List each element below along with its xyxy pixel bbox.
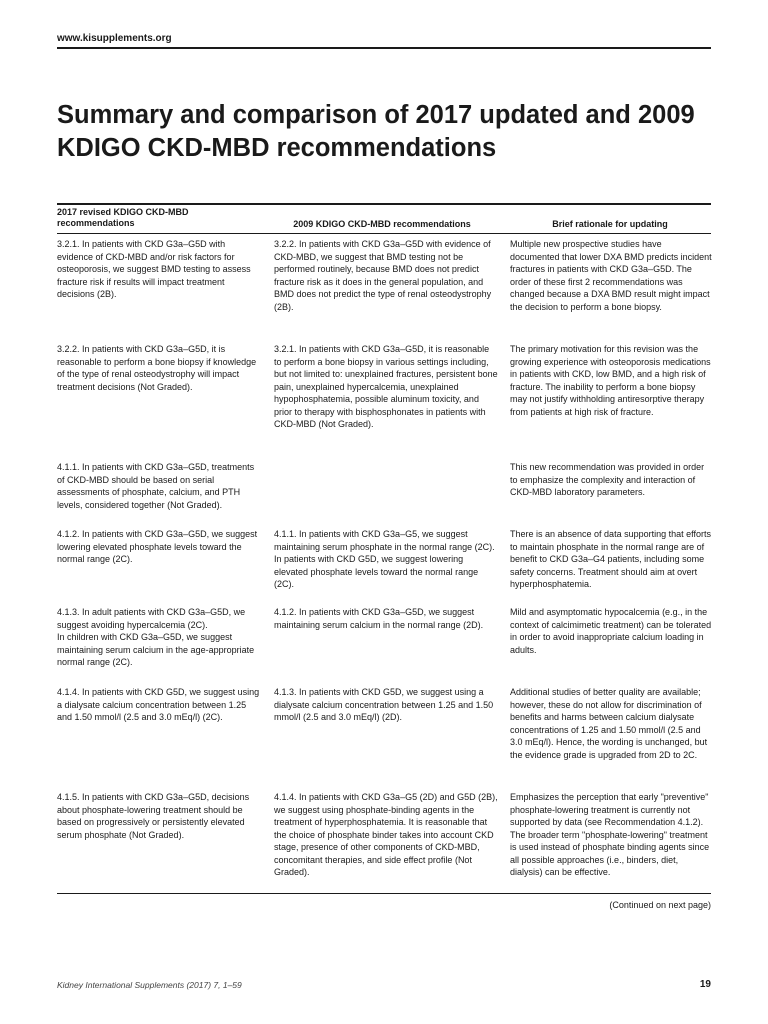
rec-2017-cell — [57, 606, 262, 669]
rec-2017-cell — [57, 528, 262, 566]
rec-2009-text: 3.2.2. In patients with CKD G3a–G5D with evidence of CKD-MBD, we suggest that BMD testing not be performed routinely, because BMD does not predict fracture risk as it does in the general population, and BMD does not predict the type of renal osteodystrophy (2B). — [274, 239, 492, 312]
rec-2009-cell — [274, 791, 498, 879]
rationale-text: There is an absence of data supporting that efforts to maintain phosphate in the normal range are of benefit to CKD G3a–G4 patients, including some safety concerns. Treatment should aim at overt hyperphosphatemia. — [510, 529, 711, 589]
rec-2017-text: 4.1.5. In patients with CKD G3a–G5D, decisions about phosphate-lowering treatment should be based on progressively or persistently elevated serum phosphate (Not Graded). — [57, 792, 250, 840]
rec-2009-cell — [274, 343, 498, 431]
rationale-cell — [510, 791, 713, 879]
rec-2017-text: 4.1.2. In patients with CKD G3a–G5D, we suggest lowering elevated phosphate levels toward the normal range (2C). — [57, 529, 258, 564]
rationale-text: Multiple new prospective studies have documented that lower DXA BMD predicts incident fractures in patients with CKD G3a–G5D. The order of these first 2 recommendations was changed because a DXA BMD result might impact the decision to perform a bone biopsy. — [510, 239, 712, 312]
top-rule — [57, 47, 711, 49]
rationale-cell — [510, 343, 713, 418]
rec-2017-text: 4.1.1. In patients with CKD G3a–G5D, treatments of CKD-MBD should be based on serial assessments of phosphate, calcium, and PTH levels, considered together (Not Graded). — [57, 462, 255, 510]
rationale-cell — [510, 528, 713, 591]
page-number: 19 — [699, 979, 711, 990]
rationale-text: This new recommendation was provided in order to emphasize the complexity and interaction of CKD-MBD laboratory parameters. — [510, 462, 705, 497]
rec-2009-text: 4.1.1. In patients with CKD G3a–G5, we suggest maintaining serum phosphate in the normal range (2C). In patients with CKD G5D, we suggest lowering elevated phosphate levels toward the normal range (2C). — [274, 529, 495, 589]
comparison-table — [57, 203, 712, 877]
table-header-row — [57, 205, 711, 234]
rec-2009-text: 3.2.1. In patients with CKD G3a–G5D, it is reasonable to perform a bone biopsy in various settings including, but not limited to: unexplained fractures, persistent bone pain, unexplained hypercalcemia, unexplained hypophosphatemia, possible aluminum toxicity, and prior to therapy with bisphosphonates in patients with CKD-MBD (Not Graded). — [274, 344, 498, 429]
rationale-cell — [510, 606, 713, 656]
column-header-2017: 2017 revised KDIGO CKD-MBD recommendations — [57, 207, 189, 228]
rationale-cell — [510, 461, 713, 499]
rationale-text: The broader term "phosphate-lowering" treatment is used instead of phosphate binding agents since all possible approaches (i.e., binders, diet, dialysis) can be effective. — [510, 829, 710, 877]
rec-2017-cell — [57, 461, 262, 511]
rec-2009-cell — [274, 686, 498, 724]
rec-2009-cell — [274, 238, 498, 313]
journal-citation: Kidney International Supplements (2017) 7, 1–59 — [57, 980, 242, 990]
rec-2009-cell — [274, 528, 498, 591]
rec-2009-text: 4.1.2. In patients with CKD G3a–G5D, we suggest maintaining serum calcium in the normal range (2D). — [274, 607, 484, 630]
rationale-text: Emphasizes the perception that early "preventive" phosphate-lowering treatment is currently not supported by data (see Recommendation 4.1.2). — [510, 792, 709, 827]
rationale-text: Mild and asymptomatic hypocalcemia (e.g., in the context of calcimimetic treatment) can be tolerated in order to avoid inappropriate calcium loading in adults. — [510, 607, 712, 655]
rationale-text: The primary motivation for this revision was the growing experience with osteoporosis medications in patients with CKD, low BMD, and a high risk of fracture. The inability to perform a bone biopsy may not justify withholding antiresorptive therapy from patients at high risk of fracture. — [510, 344, 711, 417]
rationale-text: Additional studies of better quality are available; however, these do not allow for discrimination of benefits and harms between calcium dialysate concentrations of 1.25 and 1.50 mmol/l (2.5 and 3.0 mEq/l). Hence, the wording is unchanged, but the evidence grade is upgraded from 2D to 2C. — [510, 687, 708, 760]
rec-2009-text: 4.1.4. In patients with CKD G3a–G5 (2D) and G5D (2B), we suggest using phosphate-binding agents in the treatment of hyperphosphatemia. It is reasonable that the choice of phosphate binder takes into account CKD stage, presence of other components of CKD-MBD, concomitant therapies, and side effect profile (Not Graded). — [274, 792, 498, 877]
rec-2009-text: 4.1.3. In patients with CKD G5D, we suggest using a dialysate calcium concentration between 1.25 and 1.50 mmol/l (2.5 and 3.0 mEq/l) (2D). — [274, 687, 494, 722]
rationale-cell — [510, 238, 713, 313]
rec-2017-text: 3.2.2. In patients with CKD G3a–G5D, it is reasonable to perform a bone biopsy if knowledge of the type of renal osteodystrophy will impact treatment decisions (Not Graded). — [57, 344, 257, 392]
rec-2017-cell — [57, 686, 262, 724]
site-url[interactable]: www.kisupplements.org — [57, 33, 172, 44]
column-header-rationale: Brief rationale for updating — [552, 219, 668, 229]
rec-2017-cell — [57, 343, 262, 393]
rec-2017-text: In children with CKD G3a–G5D, we suggest maintaining serum calcium in the age-appropriate normal range (2C). — [57, 632, 255, 667]
rec-2017-text: 4.1.4. In patients with CKD G5D, we suggest using a dialysate calcium concentration between 1.25 and 1.50 mmol/l (2.5 and 3.0 mEq/l) (2C). — [57, 687, 260, 722]
table-bottom-rule — [57, 893, 711, 894]
rec-2017-cell — [57, 238, 262, 301]
column-header-2009: 2009 KDIGO CKD-MBD recommendations — [293, 219, 471, 229]
rationale-cell — [510, 686, 713, 761]
rec-2009-cell — [274, 606, 498, 631]
rec-2017-text: 3.2.1. In patients with CKD G3a–G5D with evidence of CKD-MBD and/or risk factors for osteoporosis, we suggest BMD testing to assess fracture risk if results will impact treatment decisions (2B). — [57, 239, 251, 299]
rec-2017-cell — [57, 791, 262, 841]
rec-2017-text: 4.1.3. In adult patients with CKD G3a–G5D, we suggest avoiding hypercalcemia (2C). — [57, 607, 246, 630]
continued-note: (Continued on next page) — [609, 900, 711, 910]
page-title: Summary and comparison of 2017 updated and 2009 KDIGO CKD-MBD recommendations — [57, 101, 695, 162]
